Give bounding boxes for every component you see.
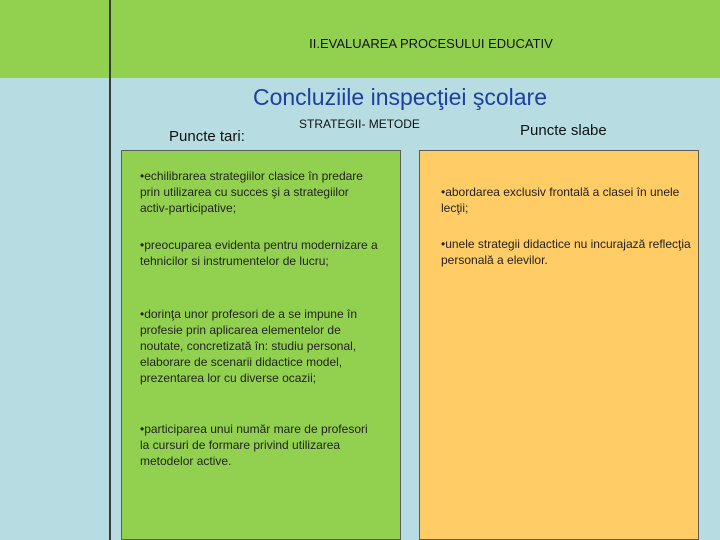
- strengths-label: Puncte tari:: [169, 128, 245, 145]
- strength-item: •dorinţa unor profesori de a se impune în profesie prin aplicarea elementelor de noutate, concretizată în: studiu personal, elaborare de scenarii didactice model, prezentarea lor cu diverse ocazii;: [140, 307, 357, 385]
- vertical-divider-line: [109, 0, 111, 540]
- weakness-item: •unele strategii didactice nu incurajază reflecţia personală a elevilor.: [441, 237, 691, 267]
- strength-item: •participarea unui număr mare de profesori la cursuri de formare privind utilizarea metodelor active.: [140, 422, 368, 468]
- strength-item: •echilibrarea strategiilor clasice în predare prin utilizarea cu succes şi a strategiilor activ-participative;: [140, 169, 363, 215]
- strategies-label: STRATEGII- METODE: [299, 117, 420, 131]
- weakness-item: •abordarea exclusiv frontală a clasei în unele lecţii;: [441, 185, 680, 215]
- page-title: Concluziile inspecţiei şcolare: [252, 84, 548, 110]
- strengths-box: [121, 150, 401, 540]
- strength-item: •preocuparea evidenta pentru modernizare a tehnicilor si instrumentelor de lucru;: [140, 238, 378, 268]
- weaknesses-label: Puncte slabe: [520, 122, 607, 139]
- weaknesses-box: [419, 150, 699, 540]
- section-title: II.EVALUAREA PROCESULUI EDUCATIV: [309, 36, 553, 51]
